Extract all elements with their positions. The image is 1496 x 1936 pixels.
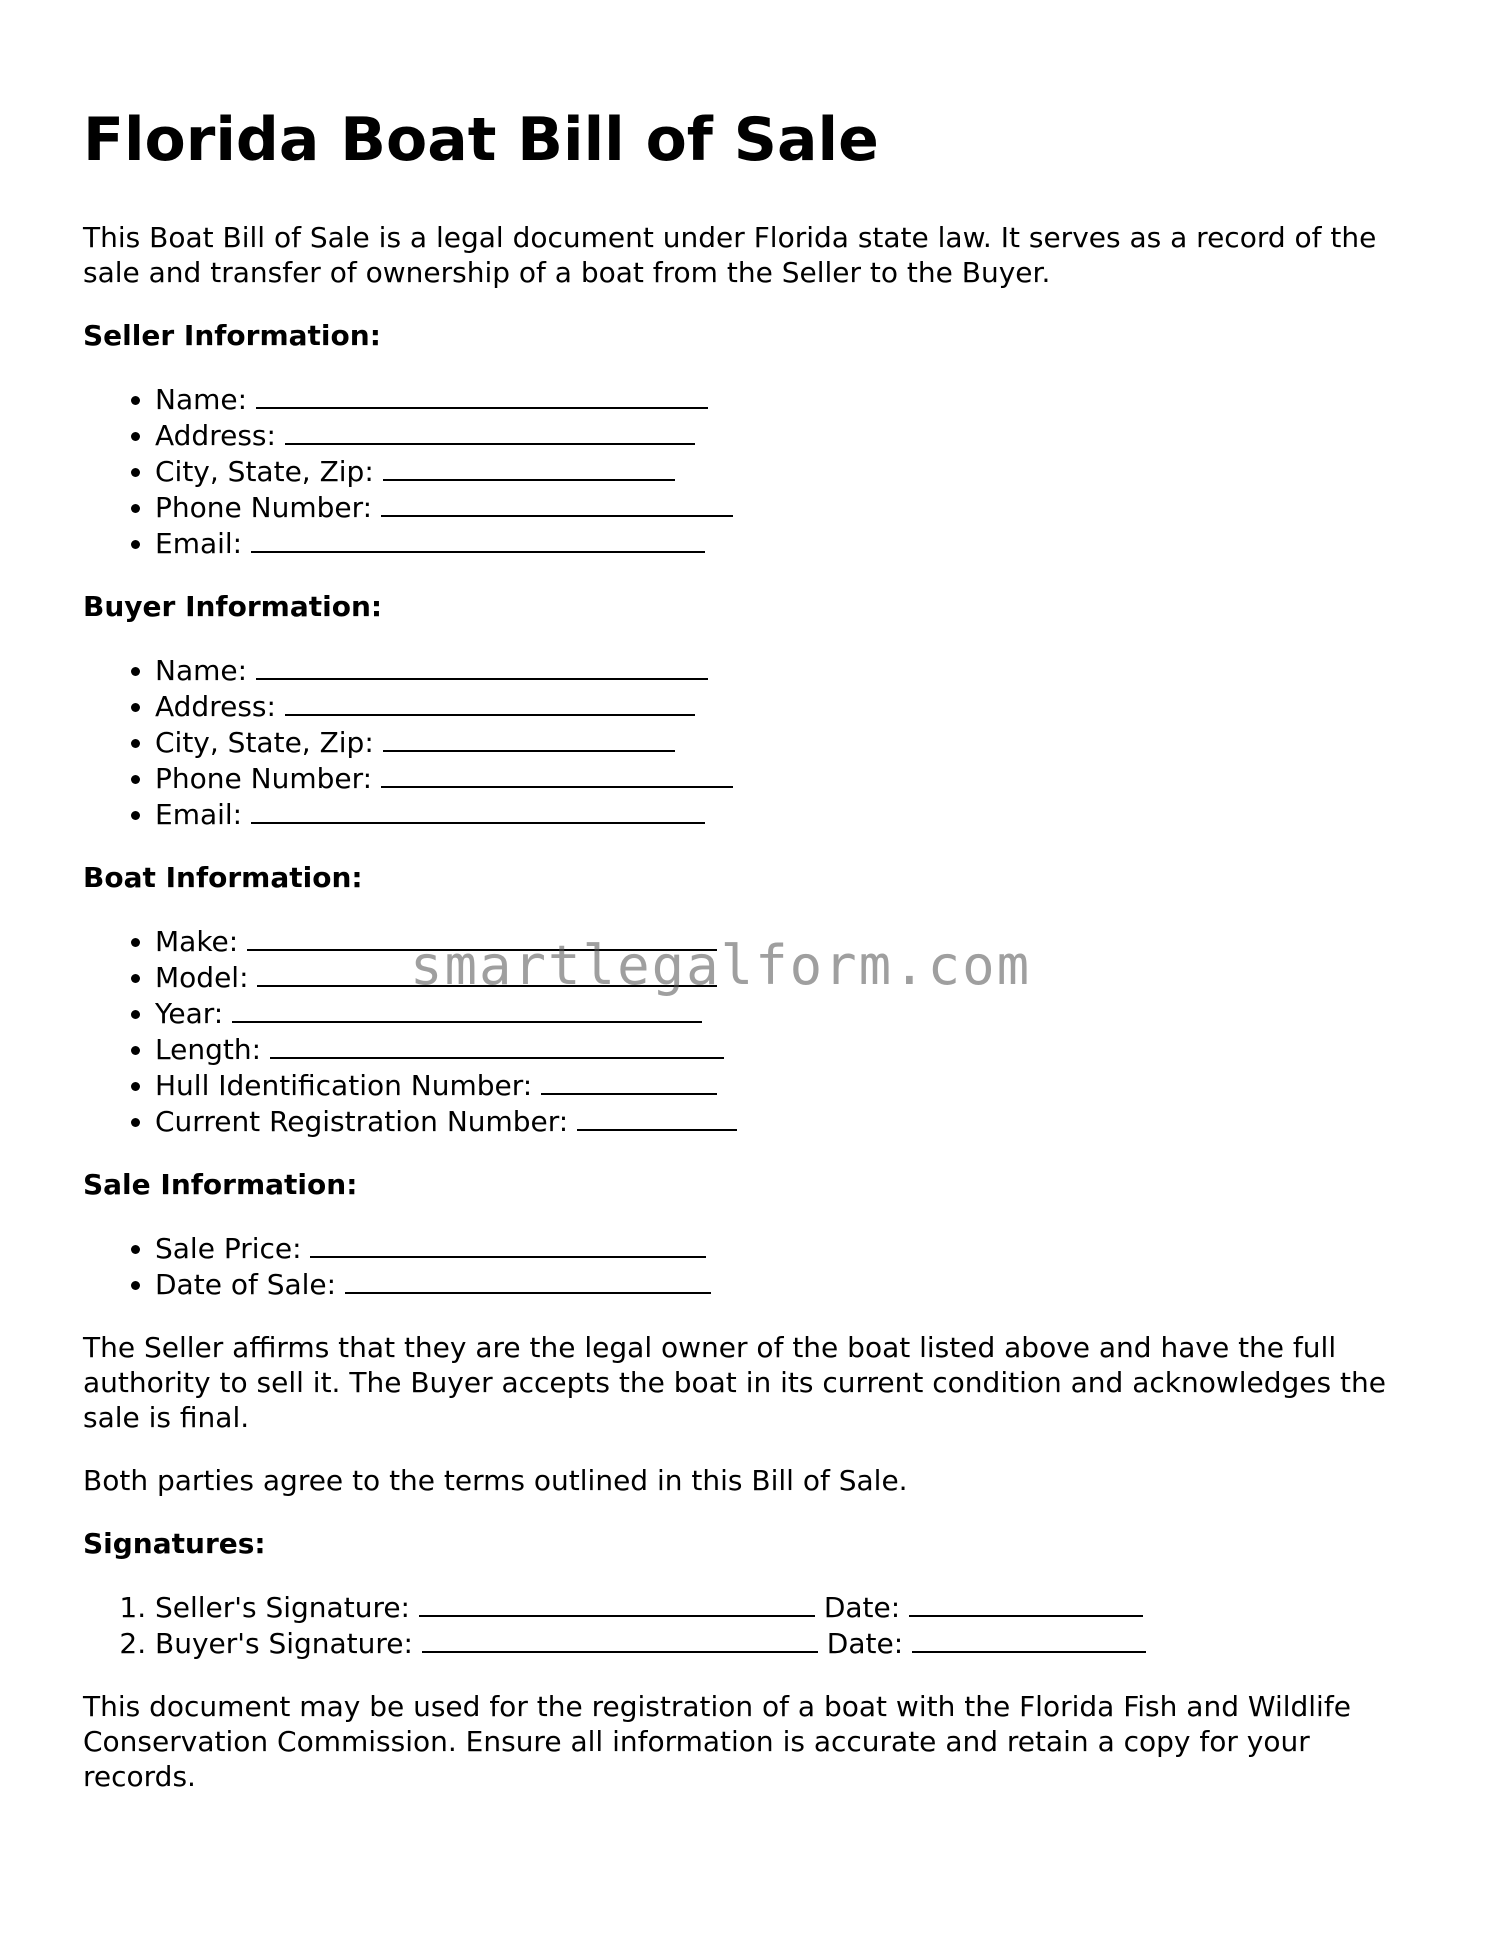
field-label: Hull Identification Number: — [155, 1069, 533, 1102]
field-label: Phone Number: — [155, 762, 373, 795]
field-label: Current Registration Number: — [155, 1105, 569, 1138]
seller-date-blank[interactable] — [909, 1589, 1143, 1617]
seller-signature-label: Seller's Signature: — [155, 1591, 410, 1624]
field-label: Name: — [155, 383, 248, 416]
seller-city-blank[interactable] — [383, 453, 675, 481]
buyer-email-item — [155, 796, 1413, 832]
buyer-name-blank[interactable] — [256, 652, 708, 680]
sale-heading: Sale Information: — [83, 1168, 358, 1201]
buyer-phone-blank[interactable] — [381, 760, 733, 788]
closing-paragraph: This document may be used for the registration of a boat with the Florida Fish and Wildlife Conservation Commission. Ensure all information is accurate and retain a copy for your records. — [83, 1690, 1351, 1793]
seller-signature-item — [155, 1589, 1413, 1625]
seller-fields-list — [83, 381, 1413, 561]
buyer-city-blank[interactable] — [383, 724, 675, 752]
seller-name-blank[interactable] — [256, 381, 708, 409]
boat-model-blank[interactable] — [257, 959, 717, 987]
field-label: Year: — [155, 997, 224, 1030]
field-label: Email: — [155, 798, 243, 831]
seller-date-label: Date: — [823, 1591, 901, 1624]
buyer-fields-list — [83, 652, 1413, 832]
sale-fields-list — [83, 1230, 1413, 1302]
buyer-address-item — [155, 688, 1413, 724]
boat-hull-item — [155, 1067, 1413, 1103]
document-page — [83, 100, 1413, 1822]
sale-price-item — [155, 1230, 1413, 1266]
field-label: Phone Number: — [155, 491, 373, 524]
boat-registration-blank[interactable] — [577, 1103, 737, 1131]
buyer-date-label: Date: — [826, 1627, 904, 1660]
buyer-signature-label: Buyer's Signature: — [155, 1627, 413, 1660]
seller-email-blank[interactable] — [251, 525, 705, 553]
buyer-city-item — [155, 724, 1413, 760]
sale-price-blank[interactable] — [310, 1230, 706, 1258]
field-label: Make: — [155, 925, 239, 958]
boat-heading: Boat Information: — [83, 861, 363, 894]
buyer-date-blank[interactable] — [912, 1625, 1146, 1653]
field-label: City, State, Zip: — [155, 455, 374, 488]
signatures-list — [83, 1589, 1413, 1661]
seller-address-item — [155, 417, 1413, 453]
document-title: Florida Boat Bill of Sale — [83, 105, 879, 175]
boat-year-item — [155, 995, 1413, 1031]
field-label: Date of Sale: — [155, 1268, 337, 1301]
field-label: Model: — [155, 961, 249, 994]
buyer-email-blank[interactable] — [251, 796, 705, 824]
seller-heading: Seller Information: — [83, 319, 381, 352]
buyer-signature-item — [155, 1625, 1413, 1661]
boat-fields-list — [83, 923, 1413, 1139]
agreement-paragraph: Both parties agree to the terms outlined in this Bill of Sale. — [83, 1464, 908, 1497]
buyer-signature-blank[interactable] — [422, 1625, 818, 1653]
boat-year-blank[interactable] — [232, 995, 702, 1023]
seller-email-item — [155, 525, 1413, 561]
buyer-heading: Buyer Information: — [83, 590, 383, 623]
field-label: Sale Price: — [155, 1232, 302, 1265]
boat-make-blank[interactable] — [247, 923, 717, 951]
boat-hull-blank[interactable] — [541, 1067, 717, 1095]
buyer-name-item — [155, 652, 1413, 688]
seller-signature-blank[interactable] — [419, 1589, 815, 1617]
boat-length-blank[interactable] — [270, 1031, 724, 1059]
sale-date-item — [155, 1266, 1413, 1302]
field-label: Address: — [155, 419, 276, 452]
buyer-phone-item — [155, 760, 1413, 796]
boat-length-item — [155, 1031, 1413, 1067]
boat-registration-item — [155, 1103, 1413, 1139]
seller-address-blank[interactable] — [285, 417, 695, 445]
boat-make-item — [155, 923, 1413, 959]
sale-date-blank[interactable] — [345, 1266, 711, 1294]
intro-paragraph: This Boat Bill of Sale is a legal document under Florida state law. It serves as a record of the sale and transfer of ownership of a boat from the Seller to the Buyer. — [83, 221, 1377, 289]
seller-phone-item — [155, 489, 1413, 525]
seller-name-item — [155, 381, 1413, 417]
field-label: Email: — [155, 527, 243, 560]
buyer-address-blank[interactable] — [285, 688, 695, 716]
seller-city-item — [155, 453, 1413, 489]
boat-model-item — [155, 959, 1413, 995]
watermark: smartlegalform.com — [410, 934, 1032, 997]
signatures-heading: Signatures: — [83, 1527, 266, 1560]
field-label: City, State, Zip: — [155, 726, 374, 759]
field-label: Address: — [155, 690, 276, 723]
field-label: Name: — [155, 654, 248, 687]
affirmation-paragraph: The Seller affirms that they are the legal owner of the boat listed above and have the full authority to sell it. The Buyer accepts the boat in its current condition and acknowledges the sale is final. — [83, 1331, 1386, 1434]
field-label: Length: — [155, 1033, 262, 1066]
seller-phone-blank[interactable] — [381, 489, 733, 517]
